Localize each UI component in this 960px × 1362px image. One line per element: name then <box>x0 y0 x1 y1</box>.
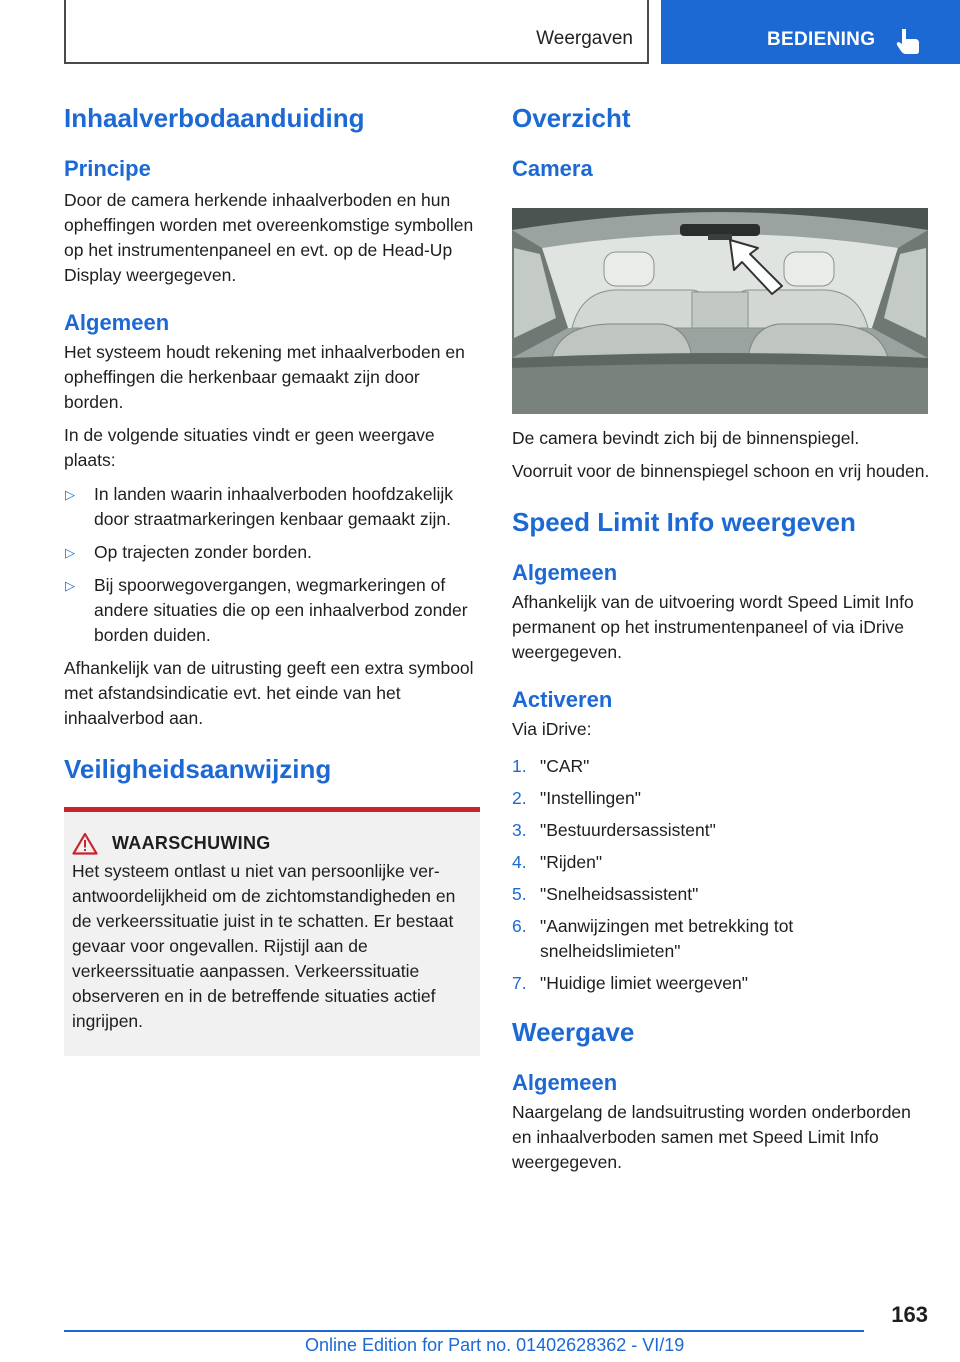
activeren-intro: Via iDrive: <box>512 719 592 739</box>
algemeen-text-3: Afhankelijk van de uitrusting geeft een extra symbool met afstandsindicatie evt. het einde van het inhaalverbod aan. <box>64 658 474 728</box>
list-item: ▷ Bij spoorwegovergangen, wegmarkeringen of andere situaties die op een inhaalverbod zonder borden duiden. <box>65 575 468 645</box>
speed-algemeen-text: Afhankelijk van de uitvoering wordt Speed Limit Info permanent op het instrumentenpaneel of via iDrive weergegeven. <box>512 592 914 662</box>
car-interior-camera-image <box>512 208 928 414</box>
principe-text: Door de camera herkende inhaalverboden en hun opheffingen worden met overeenkomstige symbollen op het instrumentenpaneel en evt. op de Head-Up Display weergegeven. <box>64 190 474 285</box>
heading-weergave: Weergave <box>512 1017 635 1047</box>
camera-text-2: Voorruit voor de binnenspiegel schoon en vrij houden. <box>512 461 930 481</box>
heading-inhaalverbodaanduiding: Inhaalverbodaanduiding <box>64 103 365 133</box>
heading-activeren: Activeren <box>512 687 613 712</box>
warning-box <box>64 807 480 1056</box>
list-item: 4. "Rijden" <box>512 852 603 872</box>
header-chapter-tab[interactable] <box>661 0 960 64</box>
header-section-title: Weergaven <box>536 28 633 49</box>
heading-algemeen: Algemeen <box>512 560 618 585</box>
camera-text-1: De camera bevindt zich bij de binnenspiegel. <box>512 428 860 448</box>
warning-title: WAARSCHUWING <box>112 833 271 853</box>
list-item: ▷ In landen waarin inhaalverboden hoofdzakelijk door straatmarkeringen kenbaar gemaakt zijn. <box>65 484 453 529</box>
footer-divider <box>64 1330 864 1332</box>
list-item: ▷ Op trajecten zonder borden. <box>64 540 480 565</box>
page-number: 163 <box>891 1302 928 1327</box>
algemeen-text-1: Het systeem houdt rekening met inhaalverboden en opheffingen die herkenbaar gemaakt zijn door borden. <box>64 342 465 412</box>
header-section-box <box>64 0 649 64</box>
heading-algemeen: Algemeen <box>64 310 170 335</box>
list-item: 3. "Bestuurdersassistent" <box>512 820 716 840</box>
warning-header <box>72 832 470 855</box>
heading-overzicht: Overzicht <box>512 103 631 133</box>
header-chapter-title: BEDIENING <box>767 29 876 50</box>
left-column <box>64 100 480 1056</box>
triangle-bullet-icon: ▷ <box>65 545 75 560</box>
list-item: 2. "Instellingen" <box>512 788 641 808</box>
heading-principe: Principe <box>64 156 151 181</box>
footer-edition-text: Online Edition for Part no. 01402628362 - VI/19 <box>305 1335 685 1355</box>
heading-veiligheidsaanwijzing: Veiligheidsaanwijzing <box>64 754 332 784</box>
weergave-algemeen-text: Naargelang de landsuitrusting worden onderborden en inhaalverboden samen met Speed Limit Info weergegeven. <box>512 1102 911 1172</box>
algemeen-text-2: In de volgende situaties vindt er geen weergave plaats: <box>64 425 435 470</box>
heading-speed-limit-info: Speed Limit Info weergeven <box>512 507 856 537</box>
list-item: 7. "Huidige limiet weergeven" <box>512 973 748 993</box>
list-item: 5. "Snelheidsassistent" <box>512 884 699 904</box>
list-item: 6. "Aanwijzingen met betrekking tot snelheidslimieten" <box>512 916 794 961</box>
list-item: 1. "CAR" <box>512 756 590 776</box>
warning-text: Het systeem ontlast u niet van persoonlijke verantwoordelijkheid om de zichtomstandigheden en de verkeerssituatie juist in te schatten. Er bestaat gevaar voor ongevallen. Rijstijl aan de verkeerssituatie aanpassen. Verkeerssituatie observeren en in de betreffende situaties actief ingrijpen. <box>72 861 456 1031</box>
pointing-hand-icon <box>893 25 923 55</box>
heading-camera: Camera <box>512 156 593 181</box>
warning-triangle-icon <box>72 832 98 855</box>
triangle-bullet-icon: ▷ <box>65 487 75 502</box>
triangle-bullet-icon: ▷ <box>65 578 75 593</box>
activeren-steps-list <box>512 754 930 996</box>
right-column <box>512 100 930 1175</box>
heading-algemeen: Algemeen <box>512 1070 618 1095</box>
